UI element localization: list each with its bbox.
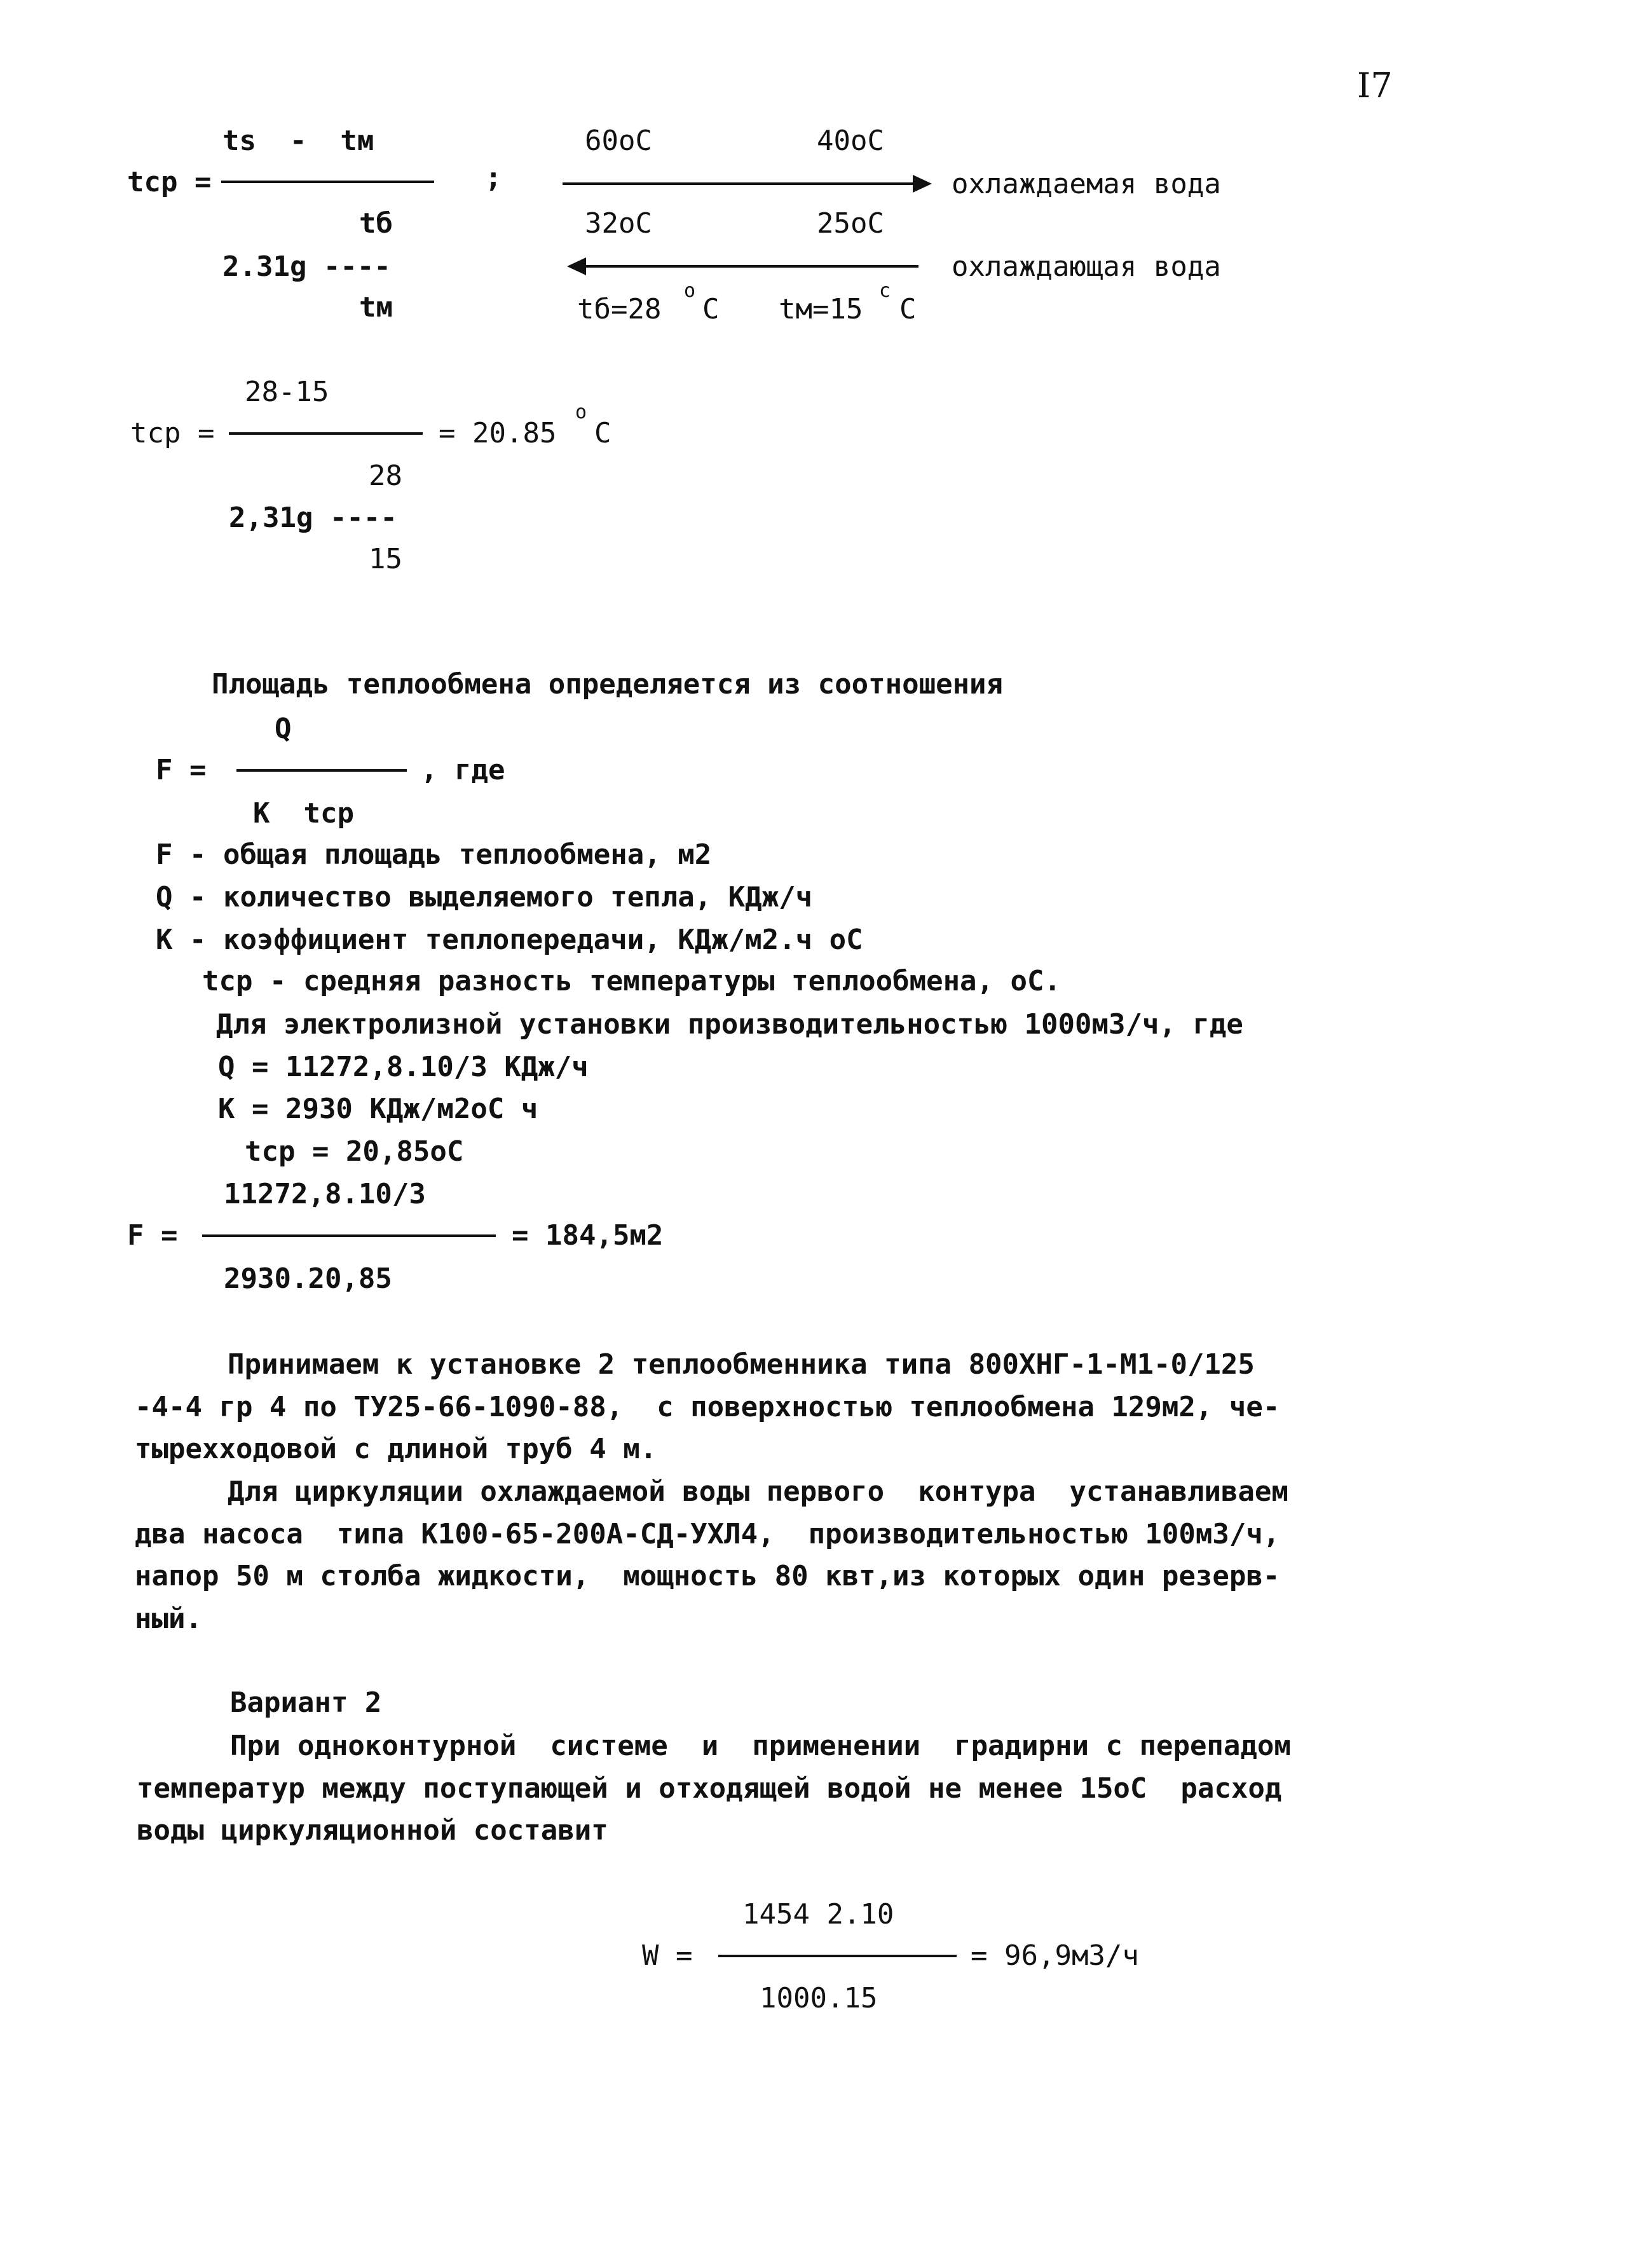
formula3-numerator: Q: [275, 713, 292, 745]
formula5-denominator: 1000.15: [760, 1982, 878, 2014]
variant-heading: Вариант 2: [230, 1686, 382, 1719]
hot-flow-line: [563, 182, 915, 185]
formula3-suffix: , где: [421, 754, 505, 786]
formula4-lhs: F =: [127, 1219, 178, 1252]
calc-intro: Для электролизной установки производительностью 1000м3/ч, где: [216, 1008, 1243, 1041]
formula5-numerator: 1454 2.10: [742, 1898, 894, 1931]
formula2-den-top: 28: [369, 460, 402, 492]
cold-flow-label: охлаждающая вода: [952, 250, 1221, 283]
page-number: I7: [1357, 65, 1393, 106]
paragraph1-line1: Принимаем к установке 2 теплообменника типа 800ХНГ-1-М1-0/125: [228, 1348, 1255, 1381]
hot-flow-label: охлаждаемая вода: [952, 168, 1221, 200]
definition-f: F - общая площадь теплообмена, м2: [156, 838, 712, 871]
paragraph2-line1: Для циркуляции охлаждаемой воды первого контура устанавливаем: [228, 1475, 1288, 1508]
cold-in-temp: 25oC: [817, 207, 884, 240]
formula2-numerator: 28-15: [245, 376, 329, 408]
formula1-den-bot: tм: [359, 291, 393, 324]
area-intro: Площадь теплообмена определяется из соотношения: [212, 668, 1004, 701]
formula4-result: = 184,5м2: [512, 1219, 664, 1252]
definition-k: К - коэффициент теплопередачи, КДж/м2.ч oC: [156, 924, 863, 956]
formula1-den-mid: 2.31g ----: [222, 250, 391, 283]
calc-q: Q = 11272,8.10/3 КДж/ч: [218, 1051, 589, 1083]
formula5-lhs: W =: [642, 1939, 693, 1972]
tb-unit: C: [702, 293, 720, 325]
tm-degree: c: [879, 280, 891, 302]
formula1-den-top: tб: [359, 207, 393, 240]
tm-value: tм=15: [779, 293, 863, 325]
formula1-fraction-bar: [221, 181, 434, 183]
formula3-lhs: F =: [156, 754, 207, 786]
paragraph3-line1: При одноконтурной системе и применении градирни с перепадом: [230, 1730, 1291, 1762]
paragraph3-line2: температур между поступающей и отходящей водой не менее 15oC расход: [137, 1772, 1282, 1805]
formula5-result: = 96,9м3/ч: [971, 1939, 1139, 1972]
formula2-den-mid: 2,31g ----: [229, 502, 397, 534]
formula3-fraction-bar: [236, 769, 407, 772]
formula3-denominator: К tcp: [253, 797, 354, 830]
paragraph1-line3: тырехходовой с длиной труб 4 м.: [135, 1433, 657, 1465]
definition-q: Q - количество выделяемого тепла, КДж/ч: [156, 881, 813, 913]
formula5-fraction-bar: [718, 1955, 957, 1957]
calc-tcp: tcp = 20,85oC: [245, 1135, 464, 1168]
tb-value: tб=28: [577, 293, 662, 325]
calc-k: К = 2930 КДж/м2oC ч: [218, 1093, 538, 1125]
formula2-lhs: tcp =: [130, 417, 215, 449]
formula2-result: = 20.85: [439, 417, 557, 449]
formula2-den-bot: 15: [369, 543, 402, 575]
formula2-degree: o: [575, 401, 587, 423]
cold-flow-line: [584, 265, 918, 268]
paragraph3-line3: воды циркуляционной составит: [137, 1814, 608, 1847]
tm-unit: C: [899, 293, 917, 325]
formula4-fraction-bar: [202, 1234, 496, 1237]
formula2-fraction-bar: [229, 432, 423, 435]
formula1-lhs: tcp =: [127, 166, 212, 198]
formula4-denominator: 2930.20,85: [224, 1262, 392, 1295]
arrow-right-icon: [913, 175, 932, 193]
tb-degree: o: [684, 280, 696, 302]
cold-out-temp: 32oC: [585, 207, 652, 240]
hot-out-temp: 40oC: [817, 125, 884, 157]
paragraph1-line2: -4-4 гр 4 по ТУ25-66-1090-88, с поверхностью теплообмена 129м2, че-: [135, 1391, 1280, 1423]
formula2-unit: C: [594, 417, 611, 449]
formula1-numerator: ts - tм: [222, 125, 374, 157]
formula1-separator: ;: [485, 161, 502, 194]
hot-in-temp: 60oC: [585, 125, 652, 157]
paragraph2-line4: ный.: [135, 1603, 202, 1635]
paragraph2-line2: два насоса типа К100-65-200А-СД-УХЛ4, производительностью 100м3/ч,: [135, 1518, 1280, 1550]
paragraph2-line3: напор 50 м столба жидкости, мощность 80 квт,из которых один резерв-: [135, 1560, 1280, 1592]
definition-tcp: tcp - средняя разность температуры теплообмена, oC.: [202, 965, 1062, 997]
formula4-numerator: 11272,8.10/3: [224, 1178, 426, 1210]
